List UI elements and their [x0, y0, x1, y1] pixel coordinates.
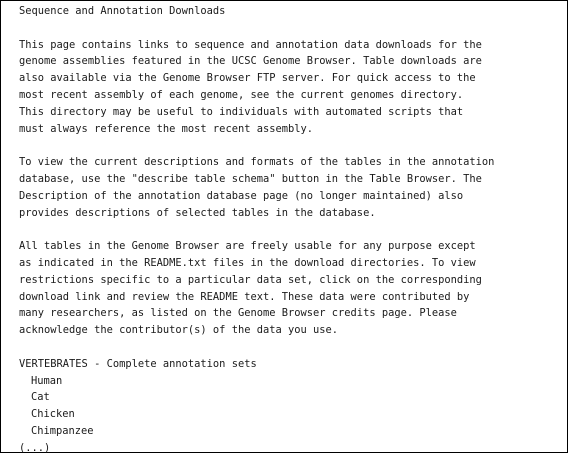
spacer [19, 221, 559, 238]
paragraph-line: most recent assembly of each genome, see the current genomes directory. [19, 88, 464, 101]
genome-link-cat[interactable]: Cat [31, 391, 50, 404]
vertebrates-section [19, 356, 559, 440]
paragraph-line: restrictions specific to a particular data set, click on the corresponding [19, 273, 482, 286]
spacer [19, 137, 559, 154]
genome-link-chimpanzee[interactable]: Chimpanzee [31, 424, 94, 437]
paragraph-line: Description of the annotation database page (no longer maintained) also [19, 189, 464, 202]
page-title: Sequence and Annotation Downloads [19, 5, 226, 17]
page-content [19, 3, 559, 457]
paragraph-line: provides descriptions of selected tables in the database. [19, 206, 376, 219]
usage-paragraph [19, 238, 559, 339]
paragraph-line: download link and review the README text. These data were contributed by [19, 290, 470, 303]
vertebrates-heading: VERTEBRATES - Complete annotation sets [19, 357, 257, 370]
paragraph-line: To view the current descriptions and formats of the tables in the annotation [19, 156, 495, 169]
truncation-ellipsis: (...) [19, 441, 51, 454]
paragraph-line: must always reference the most recent assembly. [19, 122, 314, 135]
spacer [19, 20, 559, 37]
paragraph-line: This directory may be useful to individuals with automated scripts that [19, 105, 464, 118]
paragraph-line: as indicated in the README.txt files in the download directories. To view [19, 256, 476, 269]
paragraph-line: acknowledge the contributor(s) of the data you use. [19, 324, 339, 337]
paragraph-line: genome assemblies featured in the UCSC Genome Browser. Table downloads are [19, 55, 482, 68]
genome-link-human[interactable]: Human [31, 374, 63, 387]
spacer [19, 339, 559, 356]
genome-link-chicken[interactable]: Chicken [31, 408, 75, 421]
paragraph-line: also available via the Genome Browser FTP server. For quick access to the [19, 72, 476, 85]
paragraph-line: All tables in the Genome Browser are freely usable for any purpose except [19, 240, 476, 253]
paragraph-line: database, use the "describe table schema" button in the Table Browser. The [19, 172, 482, 185]
paragraph-line: many researchers, as listed on the Genome Browser credits page. Please [19, 307, 457, 320]
paragraph-line: This page contains links to sequence and annotation data downloads for the [19, 38, 482, 51]
table-schema-paragraph [19, 154, 559, 221]
intro-paragraph [19, 37, 559, 138]
